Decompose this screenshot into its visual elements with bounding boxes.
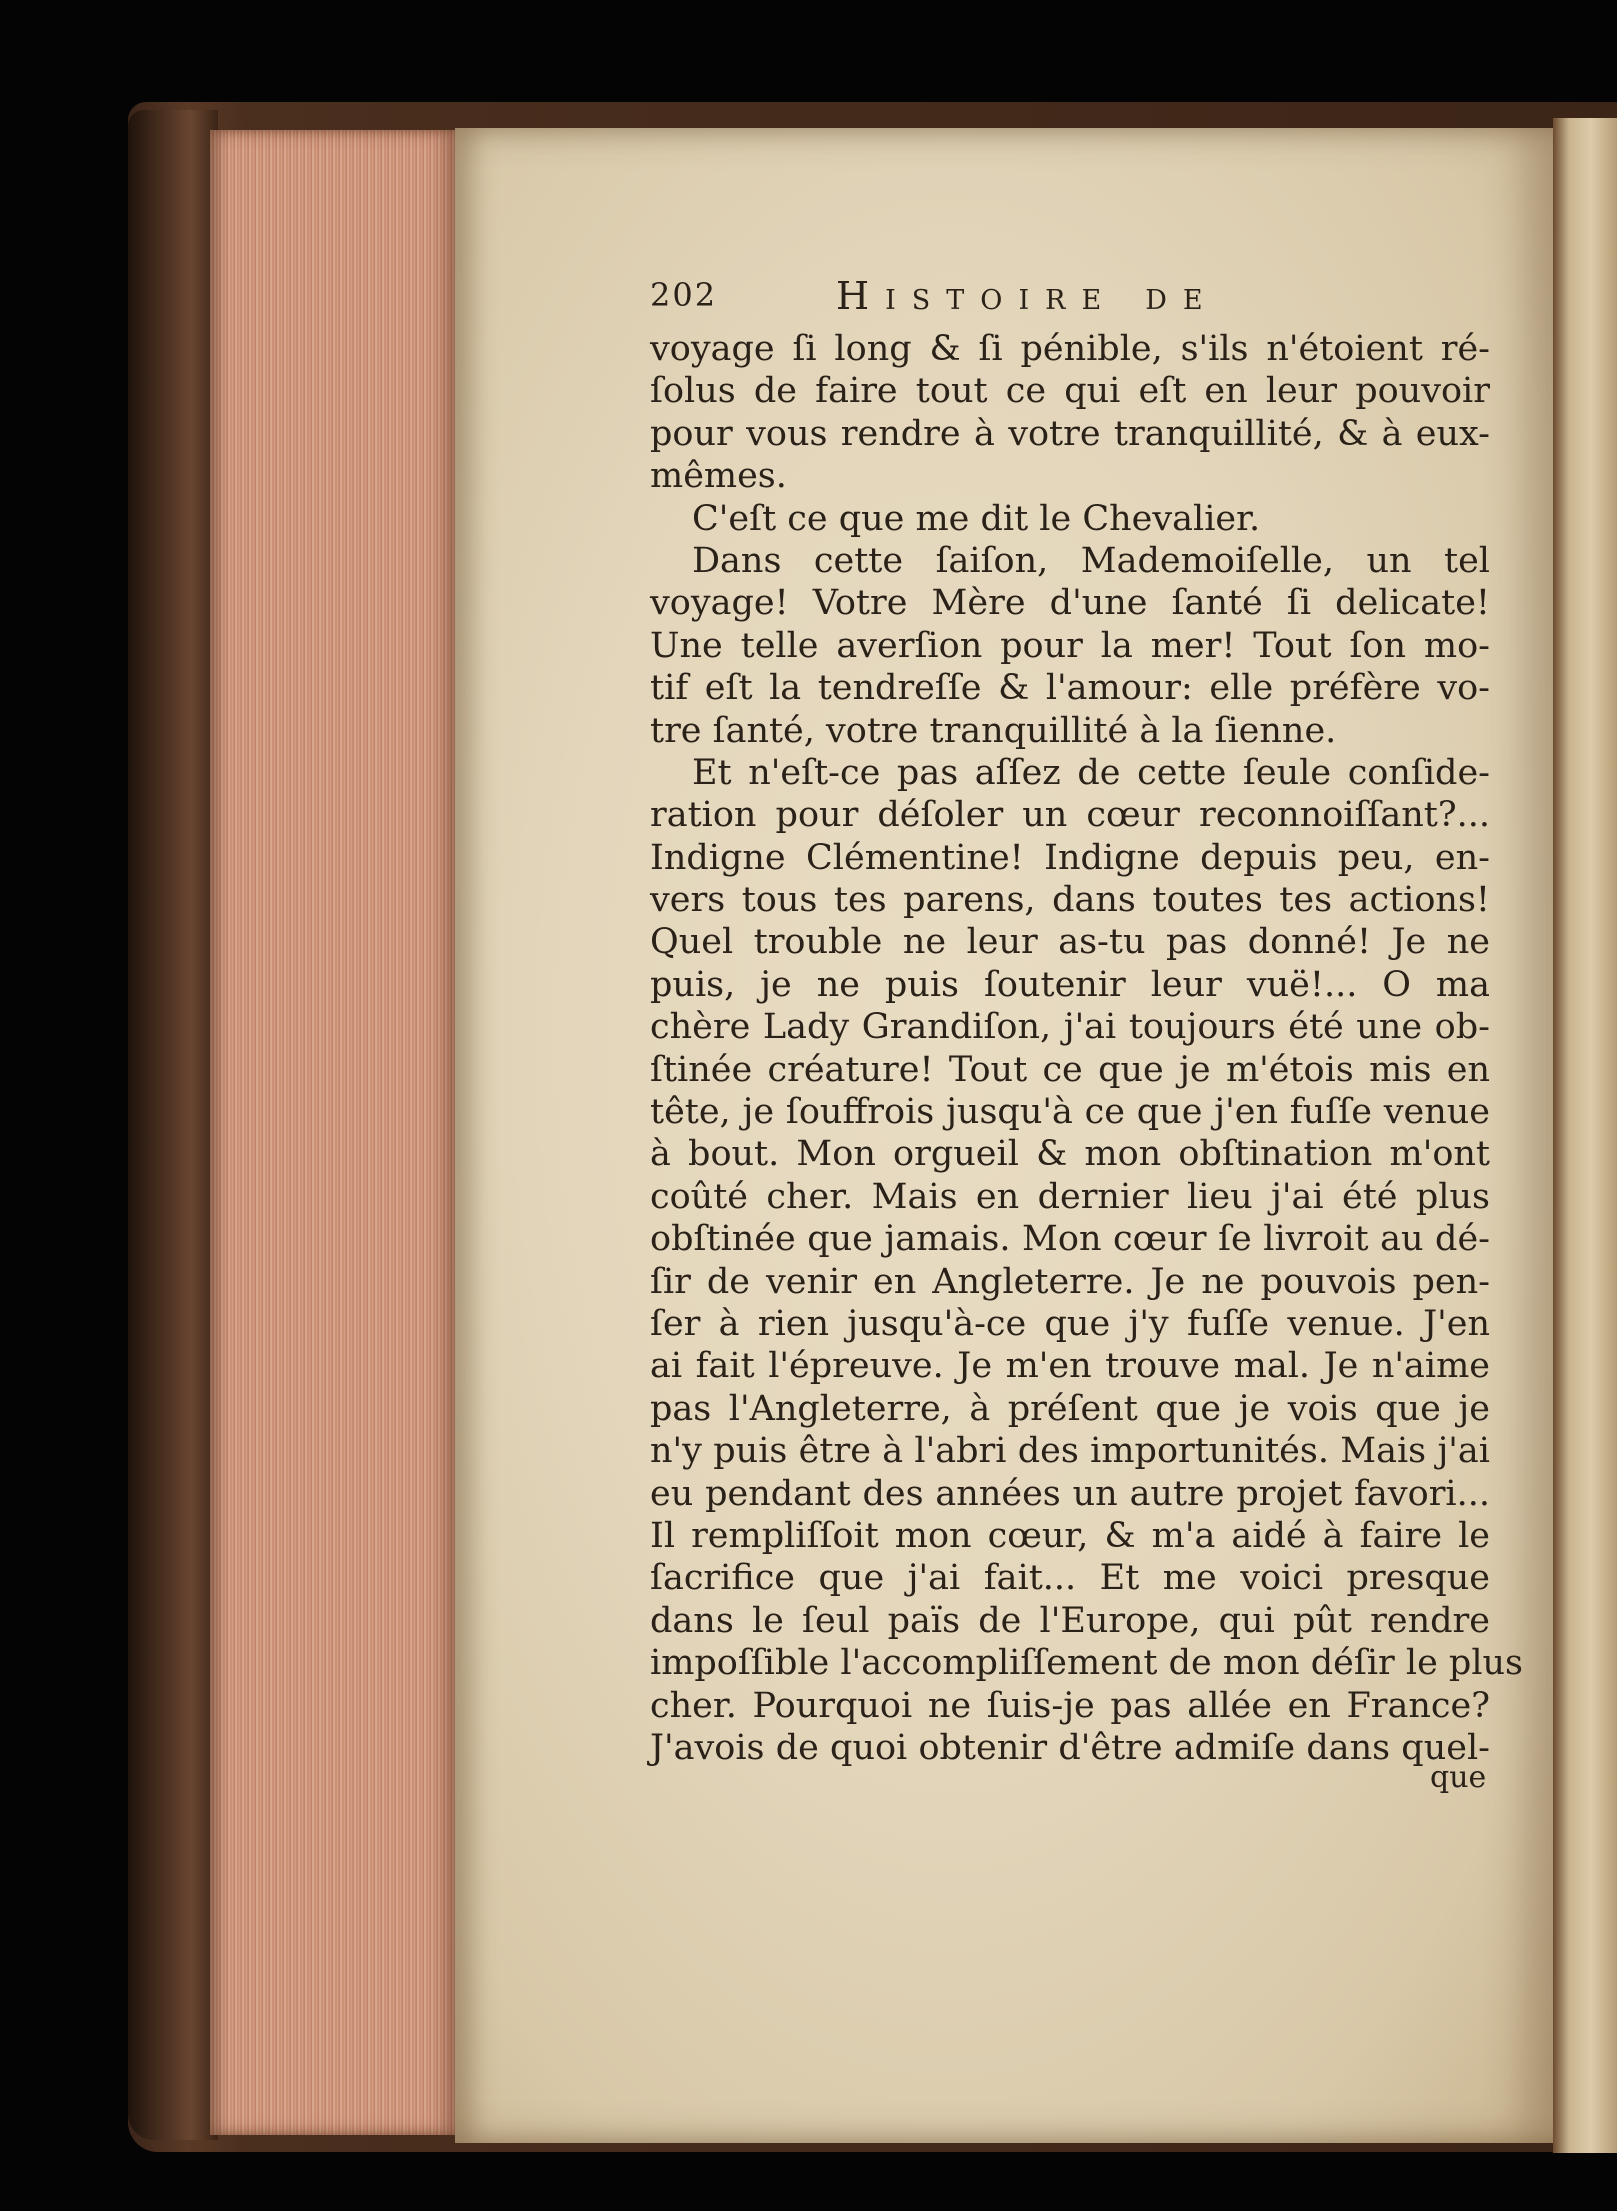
text-line: voyage! Votre Mère d'une ſanté ſi delicate! [650, 583, 1490, 624]
text-line: ſolus de faire tout ce qui eſt en leur pouvoir [650, 371, 1490, 412]
text-line: ſtinée créature! Tout ce que je m'étois mis en [650, 1049, 1490, 1090]
text-line: coûté cher. Mais en dernier lieu j'ai été plus [650, 1176, 1490, 1217]
text-line: ration pour déſoler un cœur reconnoiſſant?... [650, 795, 1490, 836]
text-line: mêmes. [650, 456, 787, 497]
text-line: Et n'eſt-ce pas aſſez de cette ſeule conſide- [692, 752, 1490, 793]
page-edges [210, 130, 460, 2135]
book-spine [128, 110, 218, 2140]
text-line: impoſſible l'accompliſſement de mon déſir le plus [650, 1643, 1524, 1684]
text-line: tête, je ſouffrois jusqu'à ce que j'en fuſſe venue [650, 1092, 1490, 1133]
page-number: 202 [650, 276, 718, 314]
running-head [650, 268, 1490, 328]
text-line: C'eſt ce que me dit le Chevalier. [692, 498, 1261, 539]
text-line: ſacrifice que j'ai fait... Et me voici presque [650, 1558, 1490, 1599]
catchword: que [1430, 1760, 1487, 1795]
facing-page-edge [1553, 118, 1617, 2153]
text-line: pour vous rendre à votre tranquillité, & à eux- [650, 413, 1490, 454]
text-line: pas l'Angleterre, à préſent que je vois que je [650, 1388, 1490, 1429]
running-title: Histoire de [836, 274, 1219, 318]
text-line: eu pendant des années un autre projet favori... [650, 1473, 1490, 1514]
text-line: Une telle averſion pour la mer! Tout ſon mo- [650, 625, 1490, 666]
text-line: J'avois de quoi obtenir d'être admiſe dans quel- [650, 1727, 1490, 1768]
text-line: puis, je ne puis ſoutenir leur vuë!... O ma [650, 964, 1490, 1005]
text-line: ai fait l'épreuve. Je m'en trouve mal. Je n'aime [650, 1346, 1490, 1387]
text-line: tre ſanté, votre tranquillité à la ſienne. [650, 710, 1337, 751]
text-line: dans le ſeul païs de l'Europe, qui pût rendre [650, 1600, 1490, 1641]
page-text [650, 268, 1524, 1769]
text-line: à bout. Mon orgueil & mon obſtination m'ont [650, 1134, 1490, 1175]
text-line: voyage ſi long & ſi pénible, s'ils n'étoient ré- [650, 329, 1490, 369]
text-line: cher. Pourquoi ne ſuis-je pas allée en France? [650, 1685, 1490, 1726]
text-line: vers tous tes parens, dans toutes tes actions! [650, 880, 1490, 921]
text-line: obſtinée que jamais. Mon cœur ſe livroit au dé- [650, 1219, 1490, 1260]
text-line: chère Lady Grandiſon, j'ai toujours été une ob- [650, 1007, 1490, 1048]
text-line: ſir de venir en Angleterre. Je ne pouvois pen- [650, 1261, 1490, 1302]
text-line: n'y puis être à l'abri des importunités. Mais j'ai [650, 1431, 1490, 1472]
text-line: ſer à rien jusqu'à-ce que j'y fuſſe venue. J'en [650, 1303, 1490, 1344]
text-line: Il rempliſſoit mon cœur, & m'a aidé à faire le [650, 1515, 1490, 1556]
text-line: Dans cette ſaiſon, Mademoiſelle, un tel [692, 540, 1490, 581]
text-line: tif eſt la tendreſſe & l'amour: elle préfère vo- [650, 668, 1490, 709]
text-line: Indigne Clémentine! Indigne depuis peu, en- [650, 837, 1490, 878]
text-line: Quel trouble ne leur as-tu pas donné! Je ne [650, 922, 1490, 963]
